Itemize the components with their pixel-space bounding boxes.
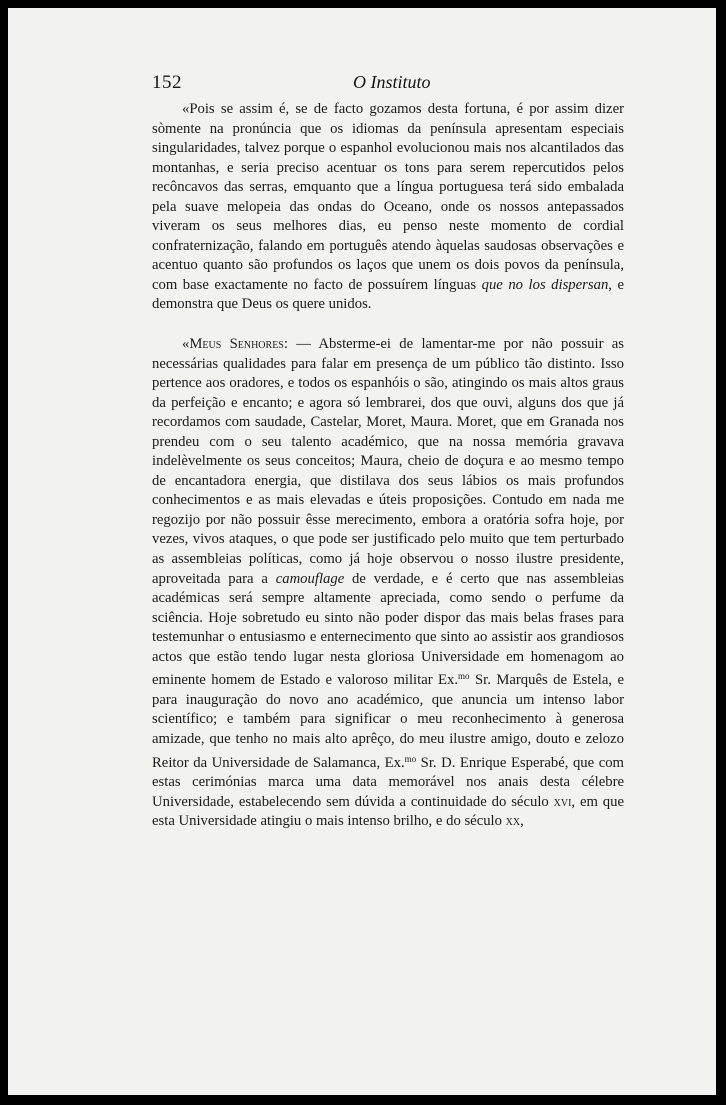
paragraph-2-text-f: , bbox=[520, 813, 524, 830]
paragraph-1 bbox=[152, 100, 624, 315]
paragraph-1-text-a: «Pois se assim é, se de facto gozamos desta fortuna, é por assim dizer sòmente na pronúncia que os idiomas da península apresentam especiais singularidades, talvez porque o espanhol evolucionou mais nos alcantilados das montanhas, e seria preciso acentuar os tons para serem repercutidos pelos recôncavos das serras, emquanto que a língua portuguesa terá sido embalada pela suave melopeia das ondas do Oceano, onde os nossos antepassados viveram os seus melhores dias, eu penso neste momento de cordial confraternização, falando em português atendo àquelas saudosas observações e acentuo quanto são profundos os laços que unem os dois povos da península, com base exactamente no facto de possuírem línguas bbox=[152, 101, 624, 293]
century-numeral-2: xx bbox=[505, 813, 521, 830]
paragraph-2-text-d: Sr. D. Enrique Esperabé, que com estas cerimónias marca uma data memorável nos anais desta célebre Universidade, estabelecendo sem dúvida a continuidade do século bbox=[152, 754, 624, 810]
paragraph-2-text-a: : — Absterme-ei de lamentar-me por não possuir as necessárias qualidades para falar em presença de um público tão distinto. Isso pertence aos oradores, e todos os espanhóis o são, atingindo os mais altos graus da perfeição e encanto; e agora só lembrarei, dos que ouvi, alguns dos que já recordamos com saudade, Castelar, Moret, Maura. Moret, que em Granada nos prendeu com o seu talento académico, que na nossa memória gravava indelèvelmente os seus conceitos; Maura, cheio de doçura e ao mesmo tempo de encantadora energia, que distilava dos seus lábios os mais profundos conhecimentos e as mais elevadas e úteis proposições. Contudo em nada me regozijo por não possuir êsse merecimento, embora a oratória sofra hoje, por vezes, vivos ataques, o que pode ser justificado pelo muito que tem perturbado as assembleias políticas, como já hoje observou o nosso ilustre presidente, aproveitada para a bbox=[152, 336, 624, 587]
paragraph-2 bbox=[152, 335, 624, 832]
paragraph-2-text-b: de verdade, e é certo que nas assembleias académicas será sempre altamente apreciada, como sendo o perfume da sciência. Hoje sobretudo eu sinto não poder dispor das mais belas frases para testemunhar o entusiasmo e enternecimento que sinto ao assistir aos grandiosos actos que estão tendo lugar nesta gloriosa Universidade em homenagom ao eminente homem de Estado e valoroso militar Ex. bbox=[152, 570, 624, 689]
paragraph-2-italic-word: camouflage bbox=[275, 570, 345, 587]
superscript-mo-2: mo bbox=[404, 753, 417, 764]
century-numeral-1: xvi bbox=[553, 793, 572, 810]
paragraph-2-salutation: «Meus Senhores bbox=[182, 336, 284, 353]
running-title: O Instituto bbox=[353, 72, 431, 92]
page-number: 152 bbox=[152, 72, 182, 93]
paragraph-2-text-c: Sr. Marquês de Estela, e para inauguração do novo ano académico, que anuncia um intenso labor scientífico; e também para significar o meu reconhecimento à generosa amizade, que tenho no mais alto aprêço, do meu ilustre amigo, douto e zelozo Reitor da Universidade de Salamanca, Ex. bbox=[152, 672, 624, 771]
paragraph-1-italic-phrase: que no los dispersan bbox=[481, 276, 609, 293]
page-header bbox=[8, 72, 716, 96]
body-text bbox=[152, 100, 624, 832]
paragraph-2-text-e: , em que esta Universidade atingiu o mais intenso brilho, e do século bbox=[152, 793, 624, 830]
superscript-mo-1: mo bbox=[458, 671, 470, 682]
document-page bbox=[8, 8, 716, 1095]
paragraph-1-text-b: , e demonstra que Deus os quere unidos. bbox=[152, 276, 625, 313]
